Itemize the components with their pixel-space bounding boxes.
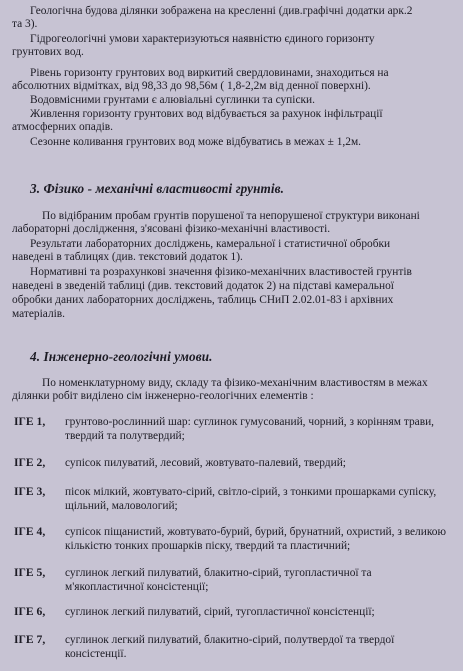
ige-description: суглинок легкий пилуватий, блакитно-сірий, полутвердої та твердої xyxy=(65,634,395,646)
section-4-heading: 4. Інженерно-геологічні умови. xyxy=(30,349,213,364)
intro-line: Водовмісними грунтами є алювіальні суглинки та супіски. xyxy=(30,94,315,106)
section-3-heading: 3. Фізико - механічні властивості грунтів. xyxy=(30,181,285,196)
intro-line: атмосферних опадів. xyxy=(12,121,114,133)
intro-line: та 3). xyxy=(12,18,38,30)
ige-label: ІГЕ 5, xyxy=(14,566,46,579)
ige-description: пісок мілкий, жовтувато-сірий, світло-сірий, з тонкими прошарками супіску, xyxy=(65,486,437,498)
intro-line: Геологічна будова ділянки зображена на кресленні (див.графічні додатки арк.2 xyxy=(30,5,413,17)
ige-description: супісок пилуватий, лесовий, жовтувато-палевий, твердий; xyxy=(65,457,346,469)
ige-description: суглинок легкий пилуватий, блакитно-сірий, тугопластичної та xyxy=(65,567,372,579)
section-4-line: ділянки робіт виділено сім інженерно-геологічних елементів : xyxy=(12,390,314,402)
section-3-line: наведені в таблицях (див. текстовий додаток 1). xyxy=(12,251,243,263)
intro-line: Живлення горизонту грунтових вод відбувається за рахунок інфільтрації xyxy=(30,108,383,120)
section-3-line: Результати лабораторних досліджень, камеральної і статистичної обробки xyxy=(30,238,391,250)
intro-line: Гідрогеологічні умови характеризуються наявністю єдиного горизонту xyxy=(30,33,375,45)
intro-line: Рівень горизонту грунтових вод виркитий свердловинами, знаходиться на xyxy=(30,67,389,79)
section-3-line: обробки даних лабораторних досліджень, таблиць СНиП 2.02.01-83 і архівних xyxy=(12,294,394,306)
ige-label: ІГЕ 4, xyxy=(14,525,46,538)
ige-description: щільний, маловологий; xyxy=(65,500,178,512)
ige-label: ІГЕ 6, xyxy=(14,605,46,618)
ige-description: суглинок легкий пилуватий, сірий, тугопластичної консістенції; xyxy=(65,606,375,618)
section-3-line: наведені в зведеній таблиці (див. текстовий додаток 2) на підставі камеральної xyxy=(12,280,394,292)
section-4-line: По номенклатурному виду, складу та фізико-механічним властивостям в межах xyxy=(42,377,428,389)
section-3-line: По відібраним пробам грунтів порушеної та непорушеної структури виконані xyxy=(42,210,420,222)
ige-label: ІГЕ 3, xyxy=(14,485,46,498)
intro-line: грунтових вод. xyxy=(12,46,84,58)
ige-description: м'якопластичної консістенції; xyxy=(65,581,209,593)
ige-label: ІГЕ 7, xyxy=(14,633,46,646)
ige-description: твердий та полутвердий; xyxy=(65,430,185,442)
ige-description: супісок піщанистий, жовтувато-бурий, бурий, брунатний, охристий, з великою xyxy=(65,526,446,538)
section-3-line: матеріалів. xyxy=(12,308,66,320)
intro-line: абсолютних відмітках, від 98,33 до 98,56м ( 1,8-2,2м від денної поверхні). xyxy=(12,80,371,92)
ige-label: ІГЕ 2, xyxy=(14,456,46,469)
section-3-line: лабораторні дослідження, з'ясовані фізико-механічні властивості. xyxy=(12,223,331,235)
ige-description: консістенції. xyxy=(65,648,127,660)
intro-line: Сезонне коливання грунтових вод може відбуватись в межах ± 1,2м. xyxy=(30,136,362,148)
ige-description: грунтово-рослинний шар: суглинок гумусований, чорний, з корінням трави, xyxy=(65,416,435,428)
section-3-line: Нормативні та розрахункові значення фізико-механічних властивостей грунтів xyxy=(30,266,412,278)
ige-description: кількістю тонких прошарків піску, твердий та пластичний; xyxy=(65,540,351,552)
ige-label: ІГЕ 1, xyxy=(14,415,46,428)
